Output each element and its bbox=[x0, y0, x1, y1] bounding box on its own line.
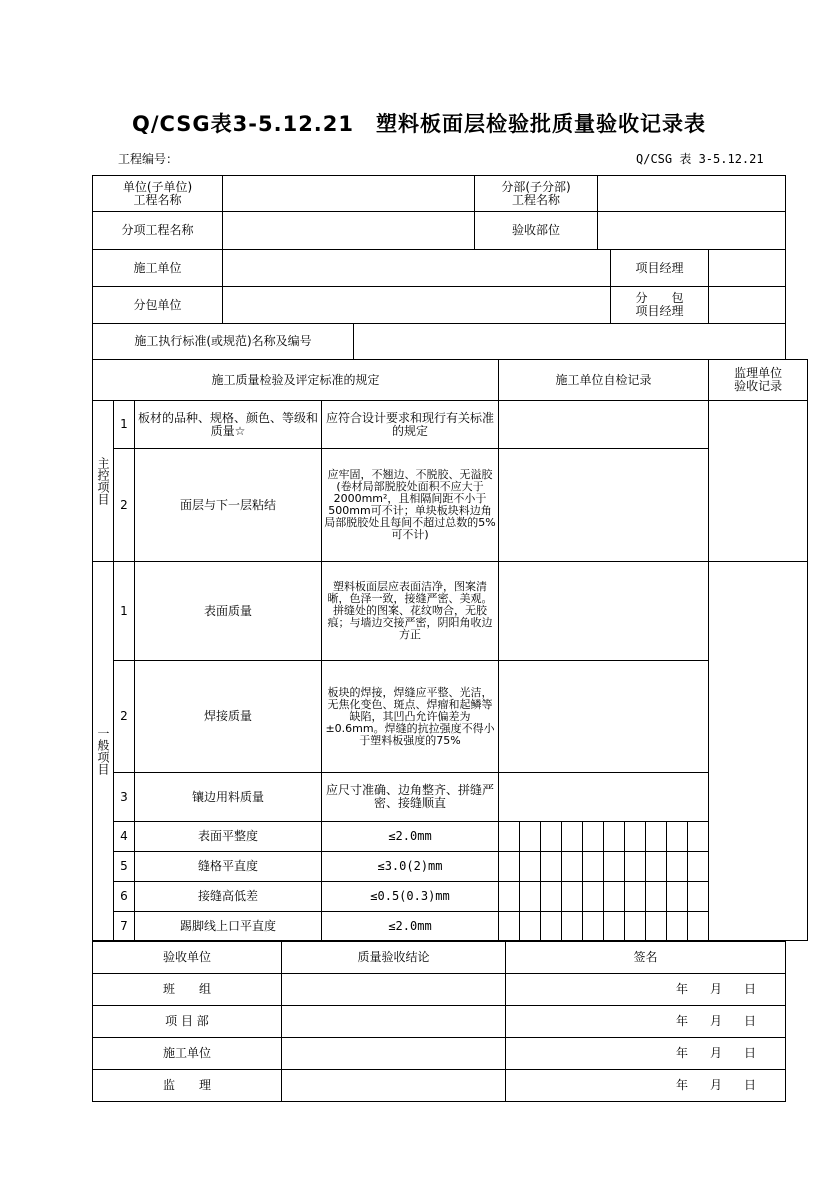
project-manager-label: 项目经理 bbox=[611, 250, 709, 287]
item-name: 表面质量 bbox=[135, 562, 322, 661]
measure-cell[interactable] bbox=[688, 822, 709, 852]
self-check-cell[interactable] bbox=[499, 401, 709, 449]
acceptance-signature-header: 签名 bbox=[506, 942, 786, 974]
conclusion-cell[interactable] bbox=[282, 974, 506, 1006]
item-name: 面层与下一层粘结 bbox=[135, 449, 322, 562]
measure-cell[interactable] bbox=[499, 912, 520, 941]
measure-cell[interactable] bbox=[625, 912, 646, 941]
measure-cell[interactable] bbox=[604, 912, 625, 941]
acceptance-unit-project-dept: 项 目 部 bbox=[93, 1006, 282, 1038]
measure-cell[interactable] bbox=[499, 852, 520, 882]
measure-cell[interactable] bbox=[583, 852, 604, 882]
construction-unit-label: 施工单位 bbox=[93, 250, 223, 287]
standard-label: 施工执行标准(或规范)名称及编号 bbox=[93, 324, 354, 360]
signature-date-cell[interactable]: 年 月 日 bbox=[506, 1070, 786, 1102]
measure-cell[interactable] bbox=[667, 852, 688, 882]
acceptance-unit-team: 班 组 bbox=[93, 974, 282, 1006]
form-code: Q/CSG 表 3-5.12.21 bbox=[636, 152, 764, 166]
acceptance-unit-header: 验收单位 bbox=[93, 942, 282, 974]
item-spec: ≤2.0mm bbox=[322, 912, 499, 941]
signature-date-cell[interactable]: 年 月 日 bbox=[506, 1038, 786, 1070]
subcontract-manager-label: 分 包 项目经理 bbox=[611, 287, 709, 324]
measure-cell[interactable] bbox=[688, 852, 709, 882]
acceptance-table bbox=[92, 941, 786, 1102]
supervision-cell[interactable] bbox=[709, 401, 808, 562]
subitem-name-label: 分项工程名称 bbox=[93, 212, 223, 250]
measure-cell[interactable] bbox=[667, 912, 688, 941]
signature-date-cell[interactable]: 年 月 日 bbox=[506, 1006, 786, 1038]
conclusion-cell[interactable] bbox=[282, 1070, 506, 1102]
supervision-cell[interactable] bbox=[709, 562, 808, 941]
construction-unit-field[interactable] bbox=[223, 250, 611, 287]
measure-cell[interactable] bbox=[583, 822, 604, 852]
measure-cell[interactable] bbox=[520, 912, 541, 941]
project-manager-field[interactable] bbox=[709, 250, 786, 287]
subunit-name-field[interactable] bbox=[598, 176, 786, 212]
acceptance-conclusion-header: 质量验收结论 bbox=[282, 942, 506, 974]
measure-cell[interactable] bbox=[583, 882, 604, 912]
measure-cell[interactable] bbox=[646, 882, 667, 912]
measure-cell[interactable] bbox=[499, 882, 520, 912]
unit-name-field[interactable] bbox=[223, 176, 475, 212]
measure-cell[interactable] bbox=[541, 882, 562, 912]
measure-cell[interactable] bbox=[688, 912, 709, 941]
item-name: 镶边用料质量 bbox=[135, 773, 322, 822]
item-number: 2 bbox=[114, 449, 135, 562]
item-number: 5 bbox=[114, 852, 135, 882]
measure-cell[interactable] bbox=[562, 912, 583, 941]
acceptance-part-field[interactable] bbox=[598, 212, 786, 250]
measure-cell[interactable] bbox=[646, 852, 667, 882]
item-number: 7 bbox=[114, 912, 135, 941]
item-number: 1 bbox=[114, 401, 135, 449]
header-table bbox=[92, 175, 786, 324]
measure-cell[interactable] bbox=[541, 852, 562, 882]
self-check-cell[interactable] bbox=[499, 661, 709, 773]
supervision-column-header: 监理单位 验收记录 bbox=[709, 360, 808, 401]
measure-cell[interactable] bbox=[688, 882, 709, 912]
measure-cell[interactable] bbox=[625, 852, 646, 882]
measure-cell[interactable] bbox=[646, 912, 667, 941]
subitem-name-field[interactable] bbox=[223, 212, 475, 250]
subcontract-unit-field[interactable] bbox=[223, 287, 611, 324]
conclusion-cell[interactable] bbox=[282, 1006, 506, 1038]
item-name: 焊接质量 bbox=[135, 661, 322, 773]
standard-field[interactable] bbox=[354, 324, 786, 360]
item-spec: 应尺寸准确、边角整齐、拼缝严密、接缝顺直 bbox=[322, 773, 499, 822]
measure-cell[interactable] bbox=[520, 822, 541, 852]
acceptance-unit-supervision: 监 理 bbox=[93, 1070, 282, 1102]
item-name: 踢脚线上口平直度 bbox=[135, 912, 322, 941]
item-number: 2 bbox=[114, 661, 135, 773]
project-number-label: 工程编号： bbox=[118, 152, 179, 166]
subunit-name-label: 分部(子分部) 工程名称 bbox=[475, 176, 598, 212]
measure-cell[interactable] bbox=[625, 822, 646, 852]
general-items-group-label: 一般项目 bbox=[93, 562, 114, 941]
measure-cell[interactable] bbox=[562, 822, 583, 852]
measure-cell[interactable] bbox=[604, 822, 625, 852]
item-number: 1 bbox=[114, 562, 135, 661]
item-number: 6 bbox=[114, 882, 135, 912]
item-spec: 板块的焊接，焊缝应平整、光洁，无焦化变色、斑点、焊瘤和起鳞等缺陷，其凹凸允许偏差为±0.6mm。焊缝的抗拉强度不得小于塑料板强度的75% bbox=[322, 661, 499, 773]
self-check-cell[interactable] bbox=[499, 449, 709, 562]
measure-cell[interactable] bbox=[583, 912, 604, 941]
measure-cell[interactable] bbox=[604, 852, 625, 882]
item-spec: ≤2.0mm bbox=[322, 822, 499, 852]
item-name: 接缝高低差 bbox=[135, 882, 322, 912]
signature-date-cell[interactable]: 年 月 日 bbox=[506, 974, 786, 1006]
item-name: 板材的品种、规格、颜色、等级和质量☆ bbox=[135, 401, 322, 449]
self-check-cell[interactable] bbox=[499, 562, 709, 661]
item-spec: 应符合设计要求和现行有关标准的规定 bbox=[322, 401, 499, 449]
measure-cell[interactable] bbox=[646, 822, 667, 852]
item-name: 缝格平直度 bbox=[135, 852, 322, 882]
measure-cell[interactable] bbox=[667, 822, 688, 852]
measure-cell[interactable] bbox=[541, 822, 562, 852]
spec-column-header: 施工质量检验及评定标准的规定 bbox=[93, 360, 499, 401]
item-spec: 塑料板面层应表面洁净，图案清晰，色泽一致，接缝严密、美观。拼缝处的图案、花纹吻合，无胶痕；与墙边交接严密，阴阳角收边方正 bbox=[322, 562, 499, 661]
item-number: 4 bbox=[114, 822, 135, 852]
measure-cell[interactable] bbox=[562, 852, 583, 882]
inspection-table bbox=[92, 359, 808, 941]
acceptance-unit-construction: 施工单位 bbox=[93, 1038, 282, 1070]
conclusion-cell[interactable] bbox=[282, 1038, 506, 1070]
measure-cell[interactable] bbox=[541, 912, 562, 941]
item-spec: ≤0.5(0.3)mm bbox=[322, 882, 499, 912]
measure-cell[interactable] bbox=[625, 882, 646, 912]
item-spec: 应牢固，不翘边、不脱胶、无溢胶(卷材局部脱胶处面积不应大于2000mm²，且相隔间距不小于500mm可不计；单块板块料边角局部脱胶处且每间不超过总数的5%可不计) bbox=[322, 449, 499, 562]
self-check-column-header: 施工单位自检记录 bbox=[499, 360, 709, 401]
main-items-group-label: 主控项目 bbox=[93, 401, 114, 562]
subcontract-unit-label: 分包单位 bbox=[93, 287, 223, 324]
item-spec: ≤3.0(2)mm bbox=[322, 852, 499, 882]
unit-name-label: 单位(子单位) 工程名称 bbox=[93, 176, 223, 212]
measure-cell[interactable] bbox=[604, 882, 625, 912]
self-check-cell[interactable] bbox=[499, 773, 709, 822]
item-name: 表面平整度 bbox=[135, 822, 322, 852]
standard-table bbox=[92, 323, 786, 360]
page-title: Q/CSG表3-5.12.21 塑料板面层检验批质量验收记录表 bbox=[131, 112, 707, 136]
measure-cell[interactable] bbox=[499, 822, 520, 852]
measure-cell[interactable] bbox=[562, 882, 583, 912]
acceptance-part-label: 验收部位 bbox=[475, 212, 598, 250]
measure-cell[interactable] bbox=[520, 852, 541, 882]
subcontract-manager-field[interactable] bbox=[709, 287, 786, 324]
measure-cell[interactable] bbox=[667, 882, 688, 912]
measure-cell[interactable] bbox=[520, 882, 541, 912]
item-number: 3 bbox=[114, 773, 135, 822]
